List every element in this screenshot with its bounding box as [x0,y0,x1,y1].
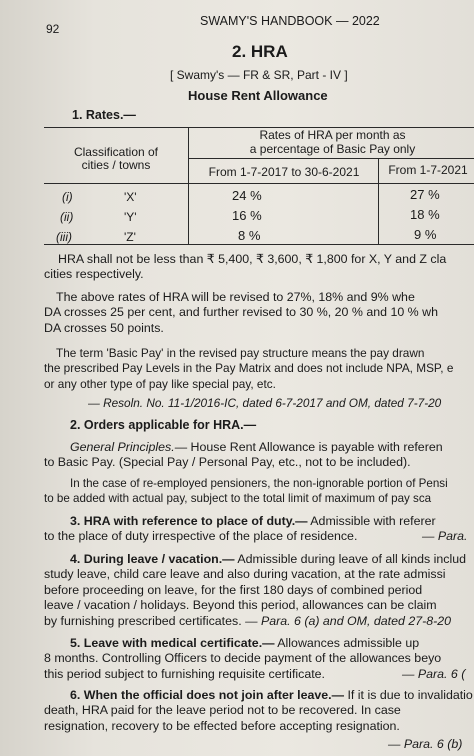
medical-certificate-line3: this period subject to furnishing requisite certificate. [44,666,325,681]
col-classification-line1: Classification of [73,145,159,159]
para-line [44,514,474,529]
not-join-lead: 6. When the official does not join after leave.— [70,688,345,702]
row-2-rate1: 16 % [232,208,262,223]
resolution-reference: — Resoln. No. 11-1/2016-IC, dated 6-7-2017 and OM, dated 7-7-20 [88,396,442,410]
medical-certificate-ref: — Para. 6 ( [402,666,466,681]
col-group-header [195,128,470,156]
para-line [44,636,474,651]
medical-certificate-lead: 5. Leave with medical certificate.— [70,636,275,650]
not-join-ref: — Para. 6 (b) [388,737,463,751]
col-group-line1: Rates of HRA per month as [259,128,406,142]
para-line: In the case of re-employed pensioners, the non-ignorable portion of Pensi [70,477,448,490]
paragraph-reemployed [44,476,474,507]
table-divider-2 [378,158,379,244]
para-line: or any other type of pay like special pay, etc. [44,376,276,391]
medical-certificate-rest: Allowances admissible up [274,636,420,650]
para-line: the prescribed Pay Levels in the Pay Matrix and does not include NPA, MSP, e [44,361,454,376]
row-2-rate2: 18 % [410,207,440,222]
para-line: The term 'Basic Pay' in the revised pay structure means the pay drawn [56,346,425,360]
para-line: HRA shall not be less than ₹ 5,400, ₹ 3,600, ₹ 1,800 for X, Y and Z cla [58,252,447,266]
col-group-line2: a percentage of Basic Pay only [249,142,416,156]
section-not-join [44,688,474,734]
place-of-duty-line2: to the place of duty irrespective of the place of residence. [44,529,358,544]
para-line [44,688,474,703]
leave-vacation-last: by furnishing prescribed certificates. [44,613,242,628]
place-of-duty-rest: Admissible with referer [307,514,436,528]
row-1-city: 'X' [124,190,137,204]
general-principles-rest: — House Rent Allowance is payable with referen [174,440,443,454]
section-place-of-duty [44,514,474,545]
para-line: DA crosses 50 points. [44,320,164,335]
not-join-rest: If it is due to invalidatio [344,688,473,702]
row-2-num: (ii) [60,210,74,224]
para-line: to be added with actual pay, subject to the total limit of maximum of pay sca [44,492,432,506]
leave-vacation-ref: — Para. 6 (a) and OM, dated 27-8-20 [245,613,452,628]
col-classification-line2: cities / towns [81,158,151,172]
para-line: DA crosses 25 per cent, and further revised to 30 %, 20 % and 10 % wh [44,305,438,320]
row-1-rate1: 24 % [232,188,262,203]
leave-vacation-rest: Admissible during leave of all kinds includ [234,552,466,566]
col-period1-header: From 1-7-2017 to 30-6-2021 [208,165,360,179]
paragraph-revision [44,290,474,336]
section-subtitle: [ Swamy's — FR & SR, Part - IV ] [170,68,348,82]
table-bottom-rule [44,244,474,245]
row-1-num: (i) [62,190,73,204]
running-title: SWAMY'S HANDBOOK — 2022 [200,14,380,28]
row-3-num: (iii) [56,230,72,244]
paragraph-basic-pay [44,346,474,392]
page-number: 92 [46,22,60,36]
para-line [44,614,474,629]
para-line: before proceeding on leave, for the first 180 days of combined period [44,582,423,597]
para-line: resignation, recovery to be effected before accepting resignation. [44,718,400,733]
rates-heading: 1. Rates.— [72,108,136,122]
table-header-rule [44,183,474,184]
para-line [44,552,474,567]
leave-vacation-lead: 4. During leave / vacation.— [70,552,235,566]
orders-heading: 2. Orders applicable for HRA.— [70,418,257,432]
place-of-duty-lead: 3. HRA with reference to place of duty.— [70,514,308,528]
para-line: 8 months. Controlling Officers to decide payment of the allowances beyo [44,651,442,666]
table-group-rule [188,158,474,159]
para-line: to Basic Pay. (Special Pay / Personal Pay, etc., not to be included). [44,455,411,470]
general-principles-lead: General Principles. [70,440,175,454]
paragraph-general-principles [44,440,474,471]
section-medical-certificate [44,636,474,682]
section-heading: House Rent Allowance [188,88,328,103]
place-of-duty-ref: — Para. [422,529,468,544]
row-1-rate2: 27 % [410,187,440,202]
paragraph-min-hra [44,252,474,283]
row-3-rate1: 8 % [238,228,261,243]
row-3-rate2: 9 % [414,227,437,242]
para-line: The above rates of HRA will be revised to 27%, 18% and 9% whe [56,290,415,304]
para-line [44,440,474,455]
para-line: cities respectively. [44,267,144,282]
section-title: 2. HRA [232,42,288,61]
para-line [44,667,474,682]
col-period2-header: From 1-7-2021 [388,163,468,177]
para-line [44,529,474,544]
section-leave-vacation [44,552,474,629]
para-line: study leave, child care leave and also during vacation, at the rate admissi [44,567,446,582]
table-divider-1 [188,127,189,244]
para-line: death, HRA paid for the leave period not to be recovered. In case [44,703,401,718]
row-2-city: 'Y' [124,210,137,224]
para-line: leave / vacation / holidays. Beyond this period, allowances can be claim [44,598,437,613]
col-classification-header [50,146,182,172]
row-3-city: 'Z' [124,230,136,244]
